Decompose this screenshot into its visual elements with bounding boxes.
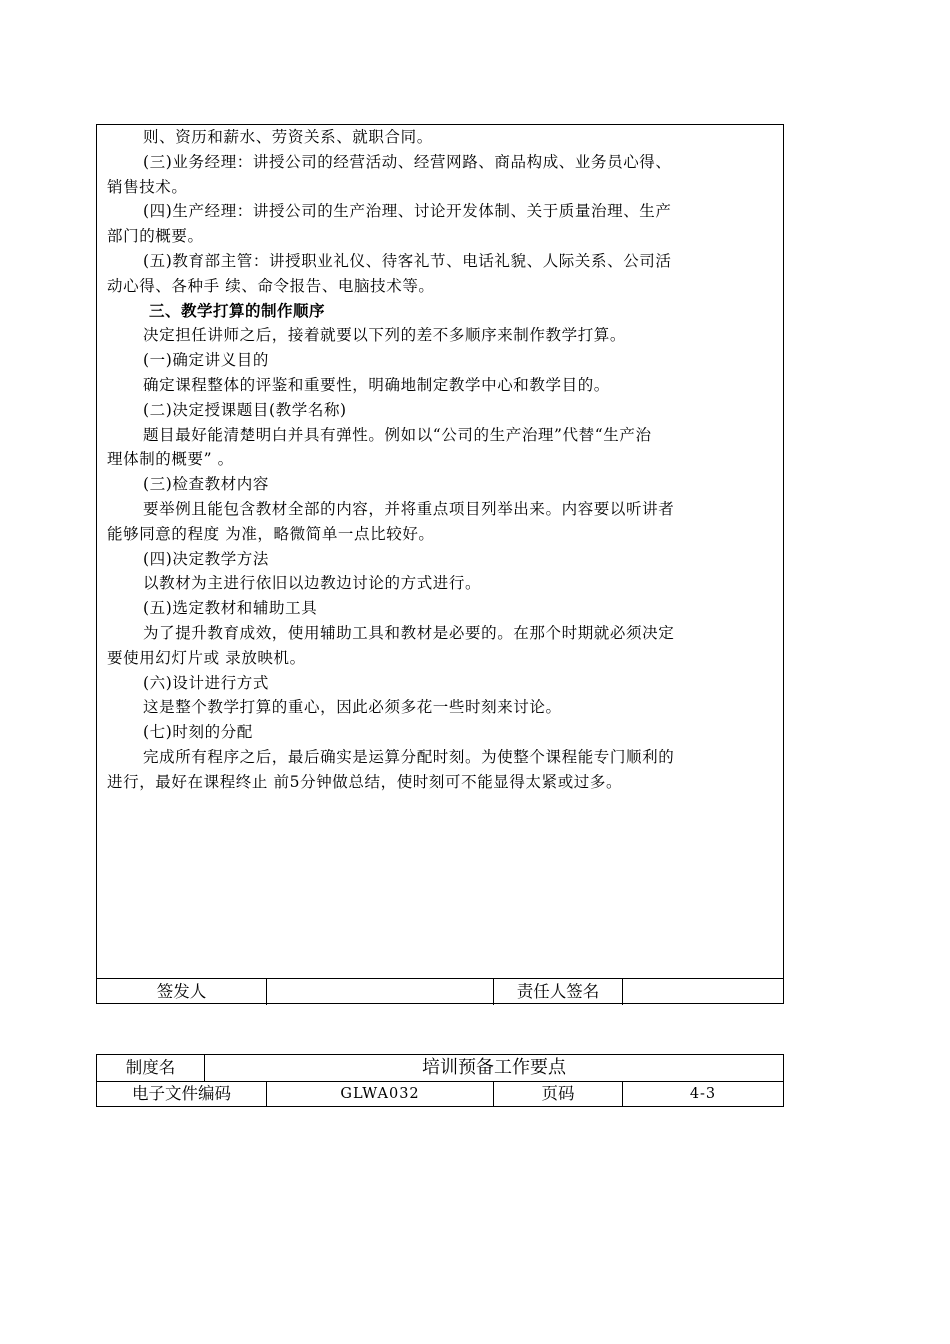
text-line: 决定担任讲师之后，接着就要以下列的差不多顺序来制作教学打算。 [143, 326, 627, 345]
text-line: 理体制的概要” 。 [107, 450, 234, 469]
footer-table [96, 1054, 784, 1107]
text-line: (五)教育部主管：讲授职业礼仪、待客礼节、电话礼貌、人际关系、公司活 [143, 251, 672, 270]
text-line: 进行，最好在课程终止 前5分钟做总结，使时刻可不能显得太紧或过多。 [107, 772, 623, 791]
issuer-field[interactable] [267, 979, 494, 1005]
responsible-label: 责任人签名 [494, 979, 623, 1005]
content-frame [96, 124, 784, 1004]
subsection-title: (二)决定授课题目(教学名称) [143, 400, 347, 419]
system-name-label: 制度名 [97, 1055, 205, 1081]
text-line: (三)业务经理：讲授公司的经营活动、经营网路、商品构成、业务员心得、 [143, 152, 672, 171]
subsection-title: (五)选定教材和辅助工具 [143, 599, 318, 618]
subsection-title: (一)确定讲义目的 [143, 351, 269, 370]
page-label: 页码 [494, 1081, 623, 1107]
system-name-value: 培训预备工作要点 [422, 1057, 566, 1078]
text-line: 能够同意的程度 为准，略微简单一点比较好。 [107, 524, 435, 543]
text-line: (四)生产经理：讲授公司的生产治理、讨论开发体制、关于质量治理、生产 [143, 202, 672, 221]
text-line: 这是整个教学打算的重心，因此必须多花一些时刻来讨论。 [143, 698, 562, 717]
text-line: 动心得、各种手 续、命令报告、电脑技术等。 [107, 276, 435, 295]
text-line: 以教材为主进行依旧以边教边讨论的方式进行。 [143, 574, 482, 593]
text-line: 为了提升教育成效，使用辅助工具和教材是必要的。在那个时期就必须决定 [143, 623, 675, 642]
issuer-label: 签发人 [97, 979, 267, 1005]
section-heading: 三、教学打算的制作顺序 [149, 301, 326, 320]
footer-row-system [97, 1055, 783, 1082]
text-line: 销售技术。 [107, 177, 188, 196]
footer-row-file [97, 1081, 783, 1107]
subsection-title: (六)设计进行方式 [143, 673, 269, 692]
subsection-title: (七)时刻的分配 [143, 723, 253, 742]
text-line: 部门的概要。 [107, 227, 204, 246]
signature-row [97, 978, 783, 1005]
text-line: 完成所有程序之后，最后确实是运算分配时刻。为使整个课程能专门顺利的 [143, 747, 675, 766]
file-code-label: 电子文件编码 [97, 1081, 267, 1107]
text-line: 题目最好能清楚明白并具有弹性。例如以“公司的生产治理”代替“生产治 [143, 425, 652, 444]
text-line: 要举例且能包含教材全部的内容，并将重点项目列举出来。内容要以听讲者 [143, 499, 675, 518]
text-line: 要使用幻灯片或 录放映机。 [107, 648, 306, 667]
subsection-title: (四)决定教学方法 [143, 549, 269, 568]
responsible-signature-field[interactable] [623, 979, 783, 1005]
page-number: 4-3 [689, 1086, 717, 1102]
body-text [107, 125, 777, 795]
subsection-title: (三)检查教材内容 [143, 475, 269, 494]
file-code-value: GLWA032 [267, 1081, 494, 1107]
text-line: 则、资历和薪水、劳资关系、就职合同。 [143, 128, 433, 146]
text-line: 确定课程整体的评鉴和重要性，明确地制定教学中心和教学目的。 [143, 375, 610, 394]
